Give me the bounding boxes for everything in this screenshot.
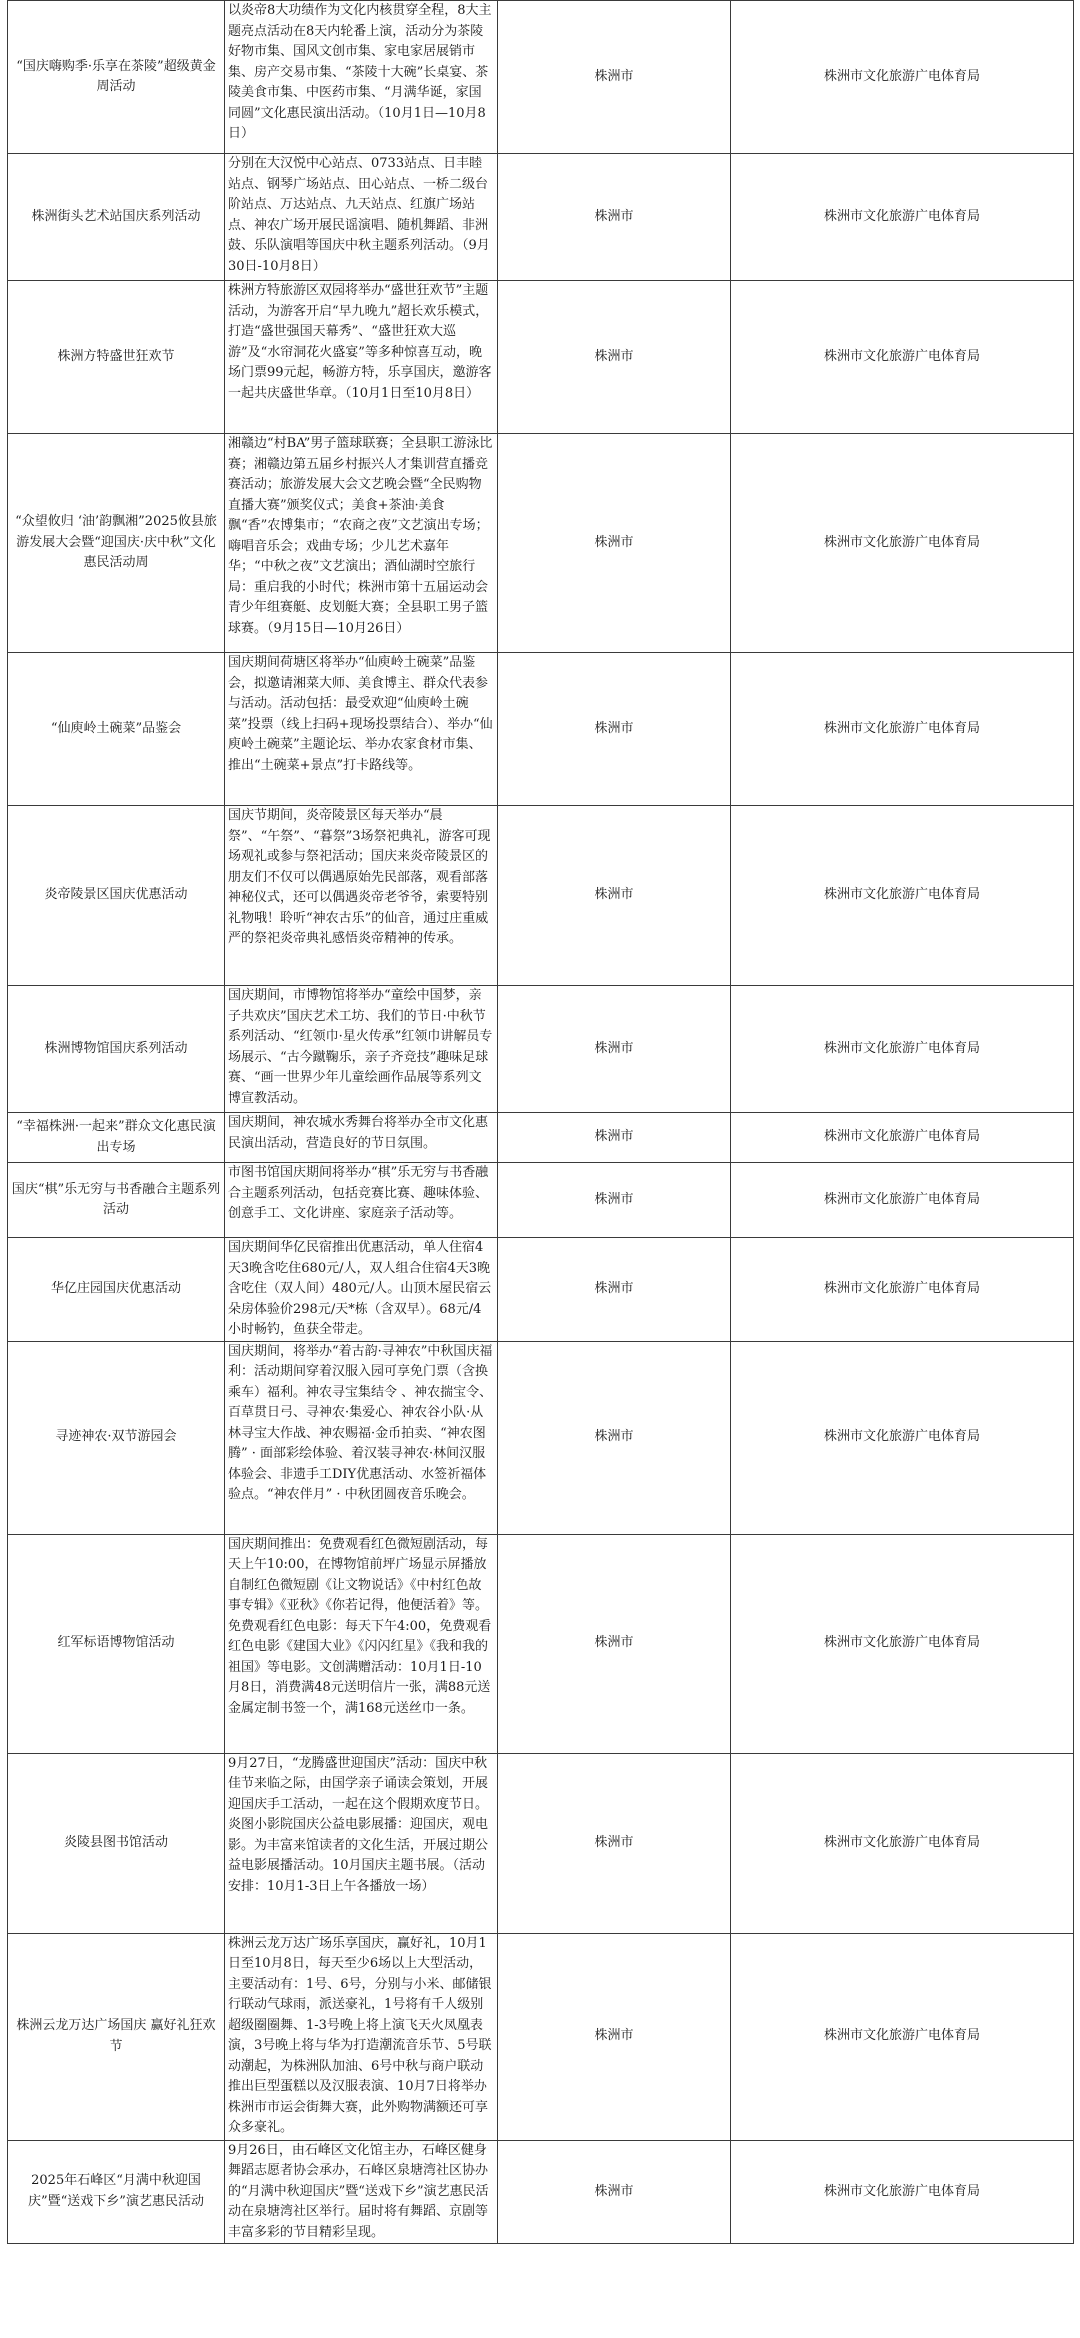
event-city-cell: 株洲市 bbox=[498, 2140, 731, 2244]
table-row bbox=[8, 434, 1074, 653]
event-description-cell: 国庆节期间，炎帝陵景区每天举办“晨祭”、“午祭”、“暮祭”3场祭祀典礼，游客可现场观礼或参与祭祀活动；国庆来炎帝陵景区的朋友们不仅可以偶遇原始先民部落，观看部落神秘仪式，还可以偶遇炎帝老爷爷，索要特别礼物哦！聆听“神农古乐”的仙音，通过庄重威严的祭祀炎帝典礼感悟炎帝精神的传承。 bbox=[225, 806, 498, 986]
event-name-cell: 炎帝陵景区国庆优惠活动 bbox=[8, 806, 225, 986]
event-description-cell: 国庆期间推出：免费观看红色微短剧活动，每天上午10:00，在博物馆前坪广场显示屏播放自制红色微短剧《让文物说话》《中村红色故事专辑》《亚秋》《你若记得，他便活着》等。免费观看红色电影：每天下午4:00，免费观看红色电影《建国大业》《闪闪红星》《我和我的祖国》等电影。文创满赠活动：10月1日-10月8日，消费满48元送明信片一张，满88元送金属定制书签一个，满168元送丝巾一条。 bbox=[225, 1534, 498, 1753]
event-organizer-cell: 株洲市文化旅游广电体育局 bbox=[731, 653, 1074, 806]
event-city-cell: 株洲市 bbox=[498, 1933, 731, 2140]
event-organizer-cell: 株洲市文化旅游广电体育局 bbox=[731, 1163, 1074, 1238]
event-name-cell: 2025年石峰区“月满中秋迎国庆”暨“送戏下乡”演艺惠民活动 bbox=[8, 2140, 225, 2244]
event-organizer-cell: 株洲市文化旅游广电体育局 bbox=[731, 986, 1074, 1113]
table-row bbox=[8, 1341, 1074, 1534]
table-row bbox=[8, 1, 1074, 154]
event-organizer-cell: 株洲市文化旅游广电体育局 bbox=[731, 2140, 1074, 2244]
event-organizer-cell: 株洲市文化旅游广电体育局 bbox=[731, 1238, 1074, 1342]
event-name-cell: 株洲云龙万达广场国庆 赢好礼狂欢节 bbox=[8, 1933, 225, 2140]
event-name-cell: 炎陵县图书馆活动 bbox=[8, 1753, 225, 1933]
event-description-cell: 国庆期间，市博物馆将举办“童绘中国梦，亲子共欢庆”国庆艺术工坊、我们的节日·中秋节系列活动、“红领巾·星火传承”红领巾讲解员专场展示、“古今蹴鞠乐，亲子齐竞技”趣味足球赛、“画一世界少年儿童绘画作品展等系列文博宣教活动。 bbox=[225, 986, 498, 1113]
event-organizer-cell: 株洲市文化旅游广电体育局 bbox=[731, 1113, 1074, 1163]
event-description-cell: 国庆期间荷塘区将举办“仙庾岭土碗菜”品鉴会，拟邀请湘菜大师、美食博主、群众代表参与活动。活动包括：最受欢迎“仙庾岭土碗菜”投票（线上扫码+现场投票结合）、举办“仙庾岭土碗菜”主题论坛、举办农家食材市集、推出“土碗菜+景点”打卡路线等。 bbox=[225, 653, 498, 806]
table-row bbox=[8, 986, 1074, 1113]
event-city-cell: 株洲市 bbox=[498, 154, 731, 281]
table-row bbox=[8, 281, 1074, 434]
event-organizer-cell: 株洲市文化旅游广电体育局 bbox=[731, 281, 1074, 434]
table-row bbox=[8, 806, 1074, 986]
event-description-cell: 国庆期间华亿民宿推出优惠活动，单人住宿4天3晚含吃住680元/人，双人组合住宿4天3晚含吃住（双人间）480元/人。山顶木屋民宿云朵房体验价298元/天*栋（含双早）。68元/4小时畅钓，鱼获全带走。 bbox=[225, 1238, 498, 1342]
event-description-cell: 株洲云龙万达广场乐享国庆，赢好礼，10月1日至10月8日，每天至少6场以上大型活动，主要活动有：1号、6号，分别与小米、邮储银行联动气球雨，派送豪礼，1号将有千人级别超级圈圈舞、1-3号晚上将上演飞天火凤凰表演，3号晚上将与华为打造潮流音乐节、5号联动潮起，为株洲队加油、6号中秋与商户联动推出巨型蛋糕以及汉服表演、10月7日将举办株洲市市运会街舞大赛，此外购物满额还可享众多豪礼。 bbox=[225, 1933, 498, 2140]
event-city-cell: 株洲市 bbox=[498, 1341, 731, 1534]
event-organizer-cell: 株洲市文化旅游广电体育局 bbox=[731, 1534, 1074, 1753]
event-organizer-cell: 株洲市文化旅游广电体育局 bbox=[731, 434, 1074, 653]
table-row bbox=[8, 1163, 1074, 1238]
event-organizer-cell: 株洲市文化旅游广电体育局 bbox=[731, 806, 1074, 986]
event-description-cell: 市图书馆国庆期间将举办“棋”乐无穷与书香融合主题系列活动，包括竞赛比赛、趣味体验、创意手工、文化讲座、家庭亲子活动等。 bbox=[225, 1163, 498, 1238]
table-row bbox=[8, 1534, 1074, 1753]
event-name-cell: “国庆嗨购季·乐享在茶陵”超级黄金周活动 bbox=[8, 1, 225, 154]
event-name-cell: 株洲博物馆国庆系列活动 bbox=[8, 986, 225, 1113]
event-city-cell: 株洲市 bbox=[498, 1238, 731, 1342]
event-description-cell: 国庆期间，将举办“着古韵·寻神农”中秋国庆福利：活动期间穿着汉服入园可享免门票（含换乘车）福利。神农寻宝集结令 、神农揣宝令、百草贯日弓、寻神农·集爱心、神农谷小队·从林寻宝大作战、神农赐福·金币拍卖、“神农图腾” · 面部彩绘体验、着汉装寻神农·林间汉服体验会、非遗手工DIY优惠活动、水签祈福体验点。“神农伴月” · 中秋团圆夜音乐晚会。 bbox=[225, 1341, 498, 1534]
event-table bbox=[7, 0, 1074, 2244]
table-row bbox=[8, 154, 1074, 281]
table-row bbox=[8, 653, 1074, 806]
event-city-cell: 株洲市 bbox=[498, 986, 731, 1113]
event-description-cell: 以炎帝8大功绩作为文化内核贯穿全程，8大主题亮点活动在8天内轮番上演，活动分为茶陵好物市集、国风文创市集、家电家居展销市集、房产交易市集、“茶陵十大碗”长桌宴、茶陵美食市集、中医药市集、“月满华诞，家国同圆”文化惠民演出活动。（10月1日—10月8日） bbox=[225, 1, 498, 154]
table-row bbox=[8, 2140, 1074, 2244]
event-city-cell: 株洲市 bbox=[498, 1113, 731, 1163]
event-organizer-cell: 株洲市文化旅游广电体育局 bbox=[731, 1753, 1074, 1933]
event-name-cell: 株洲方特盛世狂欢节 bbox=[8, 281, 225, 434]
event-city-cell: 株洲市 bbox=[498, 1163, 731, 1238]
table-row bbox=[8, 1753, 1074, 1933]
table-row bbox=[8, 1113, 1074, 1163]
event-name-cell: “众望攸归 ‘油’韵飘湘”2025攸县旅游发展大会暨“迎国庆·庆中秋”文化惠民活动周 bbox=[8, 434, 225, 653]
event-organizer-cell: 株洲市文化旅游广电体育局 bbox=[731, 1, 1074, 154]
event-table-body bbox=[8, 1, 1074, 2244]
event-city-cell: 株洲市 bbox=[498, 281, 731, 434]
event-organizer-cell: 株洲市文化旅游广电体育局 bbox=[731, 1933, 1074, 2140]
event-name-cell: 华亿庄园国庆优惠活动 bbox=[8, 1238, 225, 1342]
event-organizer-cell: 株洲市文化旅游广电体育局 bbox=[731, 154, 1074, 281]
event-name-cell: “幸福株洲·一起来”群众文化惠民演出专场 bbox=[8, 1113, 225, 1163]
event-table-page bbox=[7, 0, 1073, 2244]
event-description-cell: 9月27日，“龙腾盛世迎国庆”活动：国庆中秋佳节来临之际，由国学亲子诵读会策划，开展迎国庆手工活动，一起在这个假期欢度节日。炎图小影院国庆公益电影展播：迎国庆，观电影。为丰富来馆读者的文化生活，开展过期公益电影展播活动。10月国庆主题书展。（活动安排：10月1-3日上午各播放一场） bbox=[225, 1753, 498, 1933]
event-name-cell: “仙庾岭土碗菜”品鉴会 bbox=[8, 653, 225, 806]
table-row bbox=[8, 1933, 1074, 2140]
event-name-cell: 红军标语博物馆活动 bbox=[8, 1534, 225, 1753]
event-city-cell: 株洲市 bbox=[498, 1, 731, 154]
event-city-cell: 株洲市 bbox=[498, 653, 731, 806]
event-city-cell: 株洲市 bbox=[498, 1534, 731, 1753]
event-name-cell: 寻迹神农·双节游园会 bbox=[8, 1341, 225, 1534]
event-description-cell: 分别在大汉悦中心站点、0733站点、日丰睦站点、钢琴广场站点、田心站点、一桥二级台阶站点、万达站点、九天站点、红旗广场站点、神农广场开展民谣演唱、随机舞蹈、非洲鼓、乐队演唱等国庆中秋主题系列活动。（9月30日-10月8日） bbox=[225, 154, 498, 281]
event-description-cell: 国庆期间，神农城水秀舞台将举办全市文化惠民演出活动，营造良好的节日氛围。 bbox=[225, 1113, 498, 1163]
event-organizer-cell: 株洲市文化旅游广电体育局 bbox=[731, 1341, 1074, 1534]
event-city-cell: 株洲市 bbox=[498, 806, 731, 986]
event-description-cell: 株洲方特旅游区双园将举办“盛世狂欢节”主题活动，为游客开启“早九晚九”超长欢乐模式，打造“盛世强国天幕秀”、“盛世狂欢大巡游”及“水帘洞花火盛宴”等多种惊喜互动，晚场门票99元起，畅游方特，乐享国庆，邀游客一起共庆盛世华章。（10月1日至10月8日） bbox=[225, 281, 498, 434]
event-city-cell: 株洲市 bbox=[498, 434, 731, 653]
table-row bbox=[8, 1238, 1074, 1342]
event-city-cell: 株洲市 bbox=[498, 1753, 731, 1933]
event-description-cell: 湘赣边“村BA”男子篮球联赛；全县职工游泳比赛；湘赣边第五届乡村振兴人才集训营直播竞赛活动；旅游发展大会文艺晚会暨“全民购物 直播大赛”颁奖仪式；美食+茶油·美食飘“香”农博集市；“农商之夜”文艺演出专场；嗨唱音乐会；戏曲专场；少儿艺术嘉年华；“中秋之夜”文艺演出；酒仙湖时空旅行局：重启我的小时代；株洲市第十五届运动会青少年组赛艇、皮划艇大赛；全县职工男子篮球赛。（9月15日—10月26日） bbox=[225, 434, 498, 653]
event-name-cell: 株洲街头艺术站国庆系列活动 bbox=[8, 154, 225, 281]
event-name-cell: 国庆“棋”乐无穷与书香融合主题系列活动 bbox=[8, 1163, 225, 1238]
event-description-cell: 9月26日，由石峰区文化馆主办，石峰区健身舞蹈志愿者协会承办，石峰区泉塘湾社区协办的“月满中秋迎国庆”暨“送戏下乡”演艺惠民活动在泉塘湾社区举行。届时将有舞蹈、京剧等丰富多彩的节目精彩呈现。 bbox=[225, 2140, 498, 2244]
